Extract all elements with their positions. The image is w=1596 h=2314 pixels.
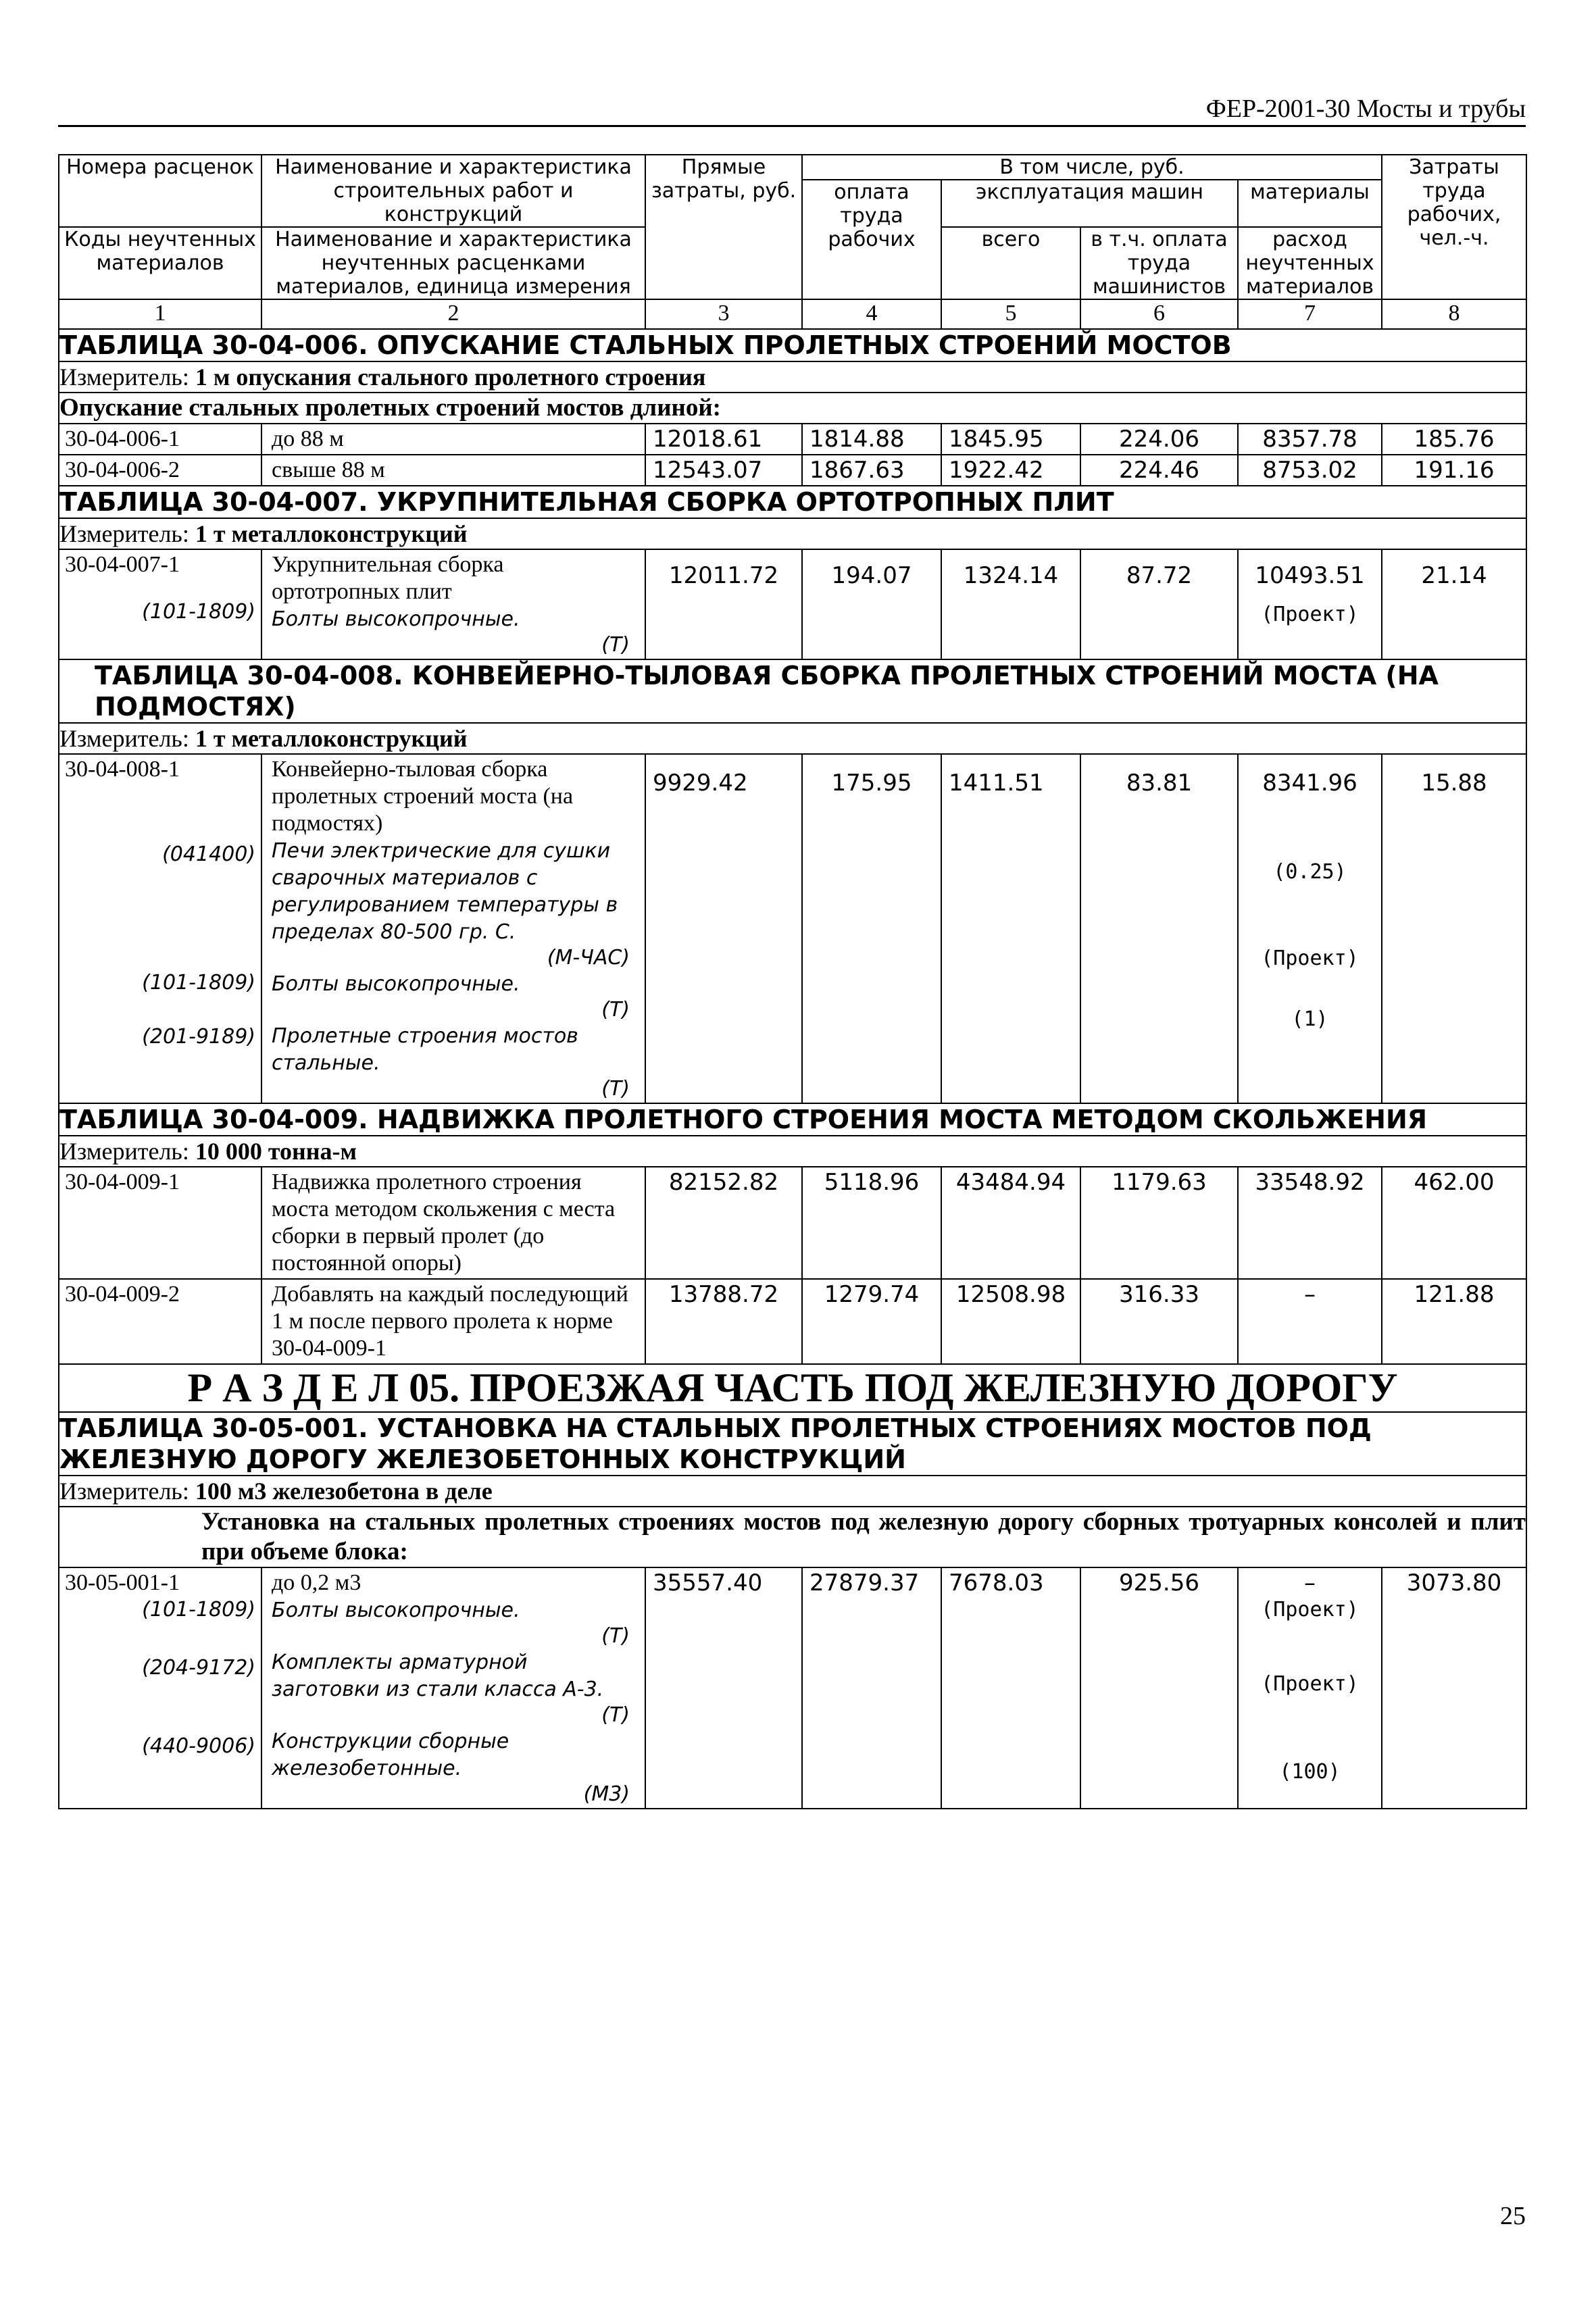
rates-table <box>58 154 1527 1809</box>
header-including: В том числе, руб. <box>802 155 1382 180</box>
material-qty: (Проект) <box>1261 1598 1359 1621</box>
subheading-row <box>59 1507 1526 1567</box>
labor: 3073.80 <box>1382 1567 1526 1809</box>
material-qty: (Проект) <box>1261 1672 1359 1696</box>
material-code: (204-9172) <box>142 1656 255 1680</box>
measure <box>59 1136 1526 1167</box>
materials: 33548.92 <box>1238 1167 1382 1279</box>
rate-name: Укрупнительная сборка ортотропных плит <box>272 552 504 604</box>
table-title: ТАБЛИЦА 30-05-001. УСТАНОВКА НА СТАЛЬНЫХ ПРОЛЕТНЫХ СТРОЕНИЯХ МОСТОВ ПОД ЖЕЛЕЗНУЮ ДОРОГУ ЖЕЛЕЗОБЕТОННЫХ КОНСТРУКЦИЙ <box>59 1412 1526 1476</box>
header-mach-total: всего <box>941 227 1080 299</box>
table-title: ТАБЛИЦА 30-04-006. ОПУСКАНИЕ СТАЛЬНЫХ ПРОЛЕТНЫХ СТРОЕНИЙ МОСТОВ <box>59 329 1526 361</box>
table-row <box>59 424 1526 455</box>
wages: 1867.63 <box>802 455 941 486</box>
rate-name: до 88 м <box>261 424 645 455</box>
rate-name: свыше 88 м <box>261 455 645 486</box>
material-qty: (Проект) <box>1261 603 1359 626</box>
rate-code-cell <box>59 1567 261 1809</box>
rate-code: 30-04-006-2 <box>59 455 261 486</box>
material-code: (101-1809) <box>142 971 255 995</box>
materials-cell <box>1238 549 1382 659</box>
column-number: 8 <box>1382 299 1526 329</box>
material-qty: (100) <box>1279 1760 1341 1784</box>
rate-code: 30-04-006-1 <box>59 424 261 455</box>
measure <box>59 1476 1526 1507</box>
column-number: 4 <box>802 299 941 329</box>
measure-value: 1 т металлоконструкций <box>195 520 468 547</box>
rate-code: 30-04-009-1 <box>59 1167 261 1279</box>
material-code: (041400) <box>162 842 255 866</box>
subheading: Установка на стальных пролетных строениях мостов под железную дорогу сборных тротуарных консолей и плит при объеме блока: <box>59 1507 1526 1567</box>
labor: 15.88 <box>1382 754 1526 1103</box>
labor: 462.00 <box>1382 1167 1526 1279</box>
wages: 175.95 <box>802 754 941 1103</box>
materials-cell <box>1238 1567 1382 1809</box>
header-rule <box>58 125 1526 127</box>
machines-total: 1922.42 <box>941 455 1080 486</box>
material-unit: (М-ЧАС) <box>547 946 630 970</box>
machines-wages: 87.72 <box>1080 549 1238 659</box>
table-row <box>59 455 1526 486</box>
header-materials: материалы <box>1238 180 1382 227</box>
running-head: ФЕР-2001-30 Мосты и трубы <box>1205 95 1526 123</box>
material-qty: (1) <box>1291 1007 1328 1031</box>
table-title: ТАБЛИЦА 30-04-007. УКРУПНИТЕЛЬНАЯ СБОРКА ОРТОТРОПНЫХ ПЛИТ <box>59 486 1526 518</box>
header-mach-wages: в т.ч. оплата труда машинистов <box>1080 227 1238 299</box>
machines-wages: 83.81 <box>1080 754 1238 1103</box>
machines-total: 12508.98 <box>941 1279 1080 1364</box>
rate-name: Конвейерно-тыловая сборка пролетных строений моста (на подмостях) <box>272 757 574 836</box>
table-title-row <box>59 659 1526 723</box>
section-title-row <box>59 1364 1526 1412</box>
measure-row <box>59 518 1526 549</box>
header-name-top: Наименование и характеристика строительных работ и конструкций <box>261 155 645 227</box>
rate-name: Надвижка пролетного строения моста методом скольжения с места сборки в первый пролет (до постоянной опоры) <box>261 1167 645 1279</box>
wages: 1814.88 <box>802 424 941 455</box>
machines-total: 7678.03 <box>941 1567 1080 1809</box>
table-title-row <box>59 486 1526 518</box>
material-qty: (0.25) <box>1273 860 1347 884</box>
machines-wages: 925.56 <box>1080 1567 1238 1809</box>
material-code: (440-9006) <box>142 1734 255 1758</box>
page-number: 25 <box>1500 2202 1526 2230</box>
table-row <box>59 549 1526 659</box>
rate-name-cell <box>261 549 645 659</box>
material-name: Пролетные строения мостов стальные. <box>272 1024 578 1075</box>
table-title-row <box>59 1412 1526 1476</box>
header-materials-sub: расход неучтенных материалов <box>1238 227 1382 299</box>
rate-name: до 0,2 м3 <box>272 1570 361 1595</box>
material-unit: (Т) <box>601 633 630 657</box>
measure <box>59 518 1526 549</box>
machines-total: 1845.95 <box>941 424 1080 455</box>
material-name: Болты высокопрочные. <box>272 607 520 631</box>
material-unit: (Т) <box>601 1703 630 1727</box>
material-unit: (Т) <box>601 998 630 1022</box>
materials: – <box>1238 1279 1382 1364</box>
header-codes-bottom: Коды неучтенных материалов <box>59 227 261 299</box>
material-code: (101-1809) <box>142 1598 255 1621</box>
measure-row <box>59 1476 1526 1507</box>
table-row <box>59 754 1526 1103</box>
section-title: Р А З Д Е Л 05. ПРОЕЗЖАЯ ЧАСТЬ ПОД ЖЕЛЕЗНУЮ ДОРОГУ <box>59 1364 1526 1412</box>
header-machines: эксплуатация машин <box>941 180 1238 227</box>
header-labor: Затраты труда рабочих, чел.-ч. <box>1382 155 1526 299</box>
direct-cost: 12011.72 <box>645 549 802 659</box>
rate-code: 30-05-001-1 <box>65 1570 180 1595</box>
wages: 1279.74 <box>802 1279 941 1364</box>
rate-name-cell <box>261 754 645 1103</box>
table-row <box>59 1279 1526 1364</box>
direct-cost: 9929.42 <box>645 754 802 1103</box>
measure-label: Измеритель: <box>59 1478 189 1505</box>
machines-total: 1411.51 <box>941 754 1080 1103</box>
material-code: (201-9189) <box>142 1025 255 1049</box>
table-title-row <box>59 329 1526 361</box>
measure-label: Измеритель: <box>59 725 189 752</box>
measure-row <box>59 723 1526 754</box>
wages: 5118.96 <box>802 1167 941 1279</box>
material-name: Болты высокопрочные. <box>272 972 520 996</box>
material-unit: (М3) <box>583 1782 630 1806</box>
subheading-row <box>59 393 1526 424</box>
materials: 8357.78 <box>1238 424 1382 455</box>
material-name: Болты высокопрочные. <box>272 1599 520 1622</box>
materials: 8753.02 <box>1238 455 1382 486</box>
direct-cost: 35557.40 <box>645 1567 802 1809</box>
direct-cost: 12018.61 <box>645 424 802 455</box>
measure <box>59 361 1526 393</box>
rate-code: 30-04-009-2 <box>59 1279 261 1364</box>
machines-wages: 1179.63 <box>1080 1167 1238 1279</box>
measure-row <box>59 361 1526 393</box>
measure-row <box>59 1136 1526 1167</box>
rate-code: 30-04-007-1 <box>65 552 180 577</box>
material-qty: (Проект) <box>1261 947 1359 970</box>
measure <box>59 723 1526 754</box>
machines-total: 43484.94 <box>941 1167 1080 1279</box>
rate-name-cell <box>261 1567 645 1809</box>
header-direct: Прямые затраты, руб. <box>645 155 802 299</box>
material-name: Комплекты арматурной заготовки из стали класса А-3. <box>272 1651 604 1701</box>
material-unit: (Т) <box>601 1077 630 1101</box>
materials: 8341.96 <box>1262 770 1357 797</box>
measure-label: Измеритель: <box>59 520 189 547</box>
direct-cost: 12543.07 <box>645 455 802 486</box>
header-wages: оплата труда рабочих <box>802 180 941 299</box>
measure-value: 100 м3 железобетона в деле <box>195 1478 493 1505</box>
material-name: Конструкции сборные железобетонные. <box>272 1730 509 1780</box>
table-row <box>59 1167 1526 1279</box>
column-number: 1 <box>59 299 261 329</box>
measure-value: 1 т металлоконструкций <box>195 725 468 752</box>
column-number: 7 <box>1238 299 1382 329</box>
materials: 10493.51 <box>1255 562 1365 589</box>
material-name: Печи электрические для сушки сварочных материалов с регулированием температуры в пределах 80-500 гр. С. <box>272 839 618 944</box>
column-number: 6 <box>1080 299 1238 329</box>
labor: 185.76 <box>1382 424 1526 455</box>
header-row-1 <box>59 155 1526 180</box>
direct-cost: 13788.72 <box>645 1279 802 1364</box>
table-title: ТАБЛИЦА 30-04-009. НАДВИЖКА ПРОЛЕТНОГО СТРОЕНИЯ МОСТА МЕТОДОМ СКОЛЬЖЕНИЯ <box>59 1103 1526 1136</box>
measure-value: 10 000 тонна-м <box>195 1138 357 1165</box>
measure-label: Измеритель: <box>59 363 189 391</box>
direct-cost: 82152.82 <box>645 1167 802 1279</box>
machines-wages: 224.06 <box>1080 424 1238 455</box>
labor: 191.16 <box>1382 455 1526 486</box>
materials-cell <box>1238 754 1382 1103</box>
measure-label: Измеритель: <box>59 1138 189 1165</box>
labor: 121.88 <box>1382 1279 1526 1364</box>
machines-wages: 224.46 <box>1080 455 1238 486</box>
table-row <box>59 1567 1526 1809</box>
machines-total: 1324.14 <box>941 549 1080 659</box>
column-number: 3 <box>645 299 802 329</box>
header-name-bottom: Наименование и характеристика неучтенных расценками материалов, единица измерения <box>261 227 645 299</box>
column-number: 2 <box>261 299 645 329</box>
wages: 194.07 <box>802 549 941 659</box>
column-number: 5 <box>941 299 1080 329</box>
table-title-row <box>59 1103 1526 1136</box>
column-number-row <box>59 299 1526 329</box>
wages: 27879.37 <box>802 1567 941 1809</box>
rate-name: Добавлять на каждый последующий 1 м после первого пролета к норме 30-04-009-1 <box>261 1279 645 1364</box>
labor: 21.14 <box>1382 549 1526 659</box>
material-unit: (Т) <box>601 1624 630 1648</box>
table-title: ТАБЛИЦА 30-04-008. КОНВЕЙЕРНО-ТЫЛОВАЯ СБОРКА ПРОЛЕТНЫХ СТРОЕНИЙ МОСТА (НА ПОДМОСТЯХ) <box>59 659 1526 723</box>
material-code: (101-1809) <box>142 600 255 624</box>
rate-code-cell <box>59 549 261 659</box>
rate-code: 30-04-008-1 <box>65 757 180 782</box>
materials: – <box>1304 1569 1316 1596</box>
header-codes-top: Номера расценок <box>59 155 261 227</box>
measure-value: 1 м опускания стального пролетного строения <box>195 363 706 391</box>
subheading: Опускание стальных пролетных строений мостов длиной: <box>59 393 1526 424</box>
machines-wages: 316.33 <box>1080 1279 1238 1364</box>
rate-code-cell <box>59 754 261 1103</box>
